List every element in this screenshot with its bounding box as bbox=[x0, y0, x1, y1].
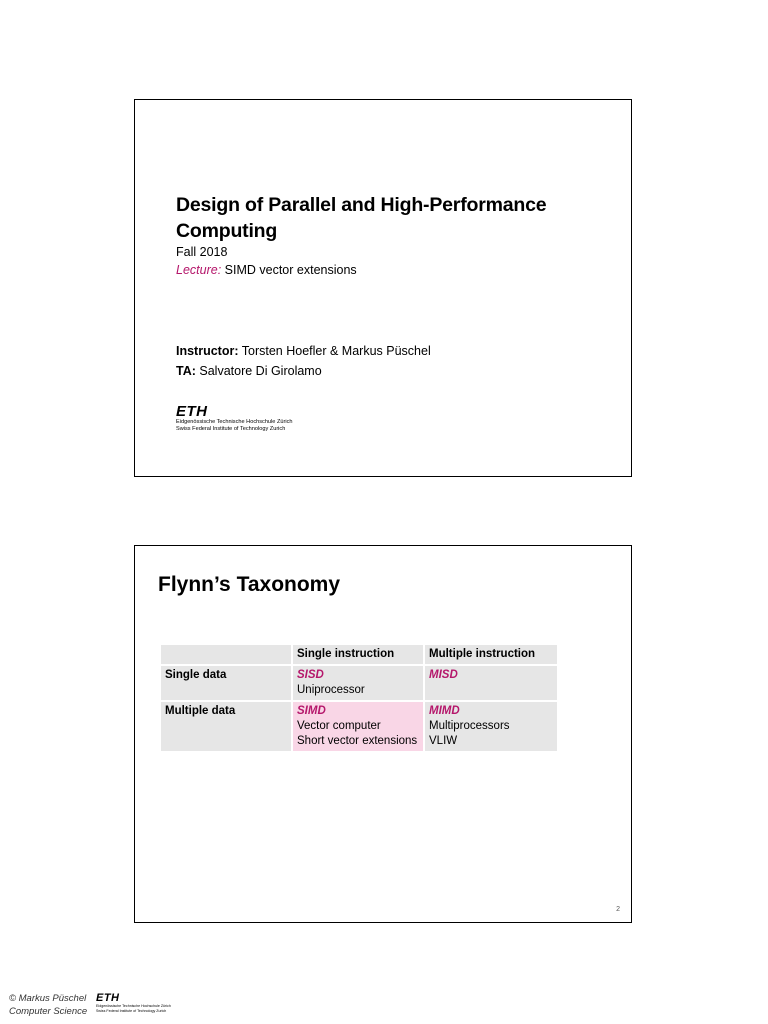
footer-credit bbox=[9, 992, 87, 1018]
taxonomy-table bbox=[159, 643, 559, 753]
footer-copyright: © Markus Püschel bbox=[9, 993, 87, 1004]
term-misd: MISD bbox=[429, 669, 458, 681]
table-header-single-instruction: Single instruction bbox=[293, 645, 423, 664]
eth-logo-line1: Eidgenössische Technische Hochschule Zürich bbox=[176, 419, 293, 425]
ta-line bbox=[176, 364, 322, 378]
row-label-single-data: Single data bbox=[161, 666, 291, 700]
table-row bbox=[161, 702, 557, 751]
instructor-label: Instructor: bbox=[176, 344, 239, 358]
eth-logo bbox=[176, 404, 293, 433]
instructor-names: Torsten Hoefler & Markus Püschel bbox=[241, 344, 431, 358]
cell-misd bbox=[425, 666, 557, 700]
lecture-course-title: Design of Parallel and High-Performance Computing bbox=[176, 194, 547, 242]
footer-eth-logo-line2: Swiss Federal Institute of Technology Zurich bbox=[96, 1008, 167, 1013]
table-header-multiple-instruction: Multiple instruction bbox=[425, 645, 557, 664]
cell-simd bbox=[293, 702, 423, 751]
lecture-label: Lecture: bbox=[176, 263, 222, 277]
table-header-empty bbox=[161, 645, 291, 664]
term-sisd: SISD bbox=[297, 669, 324, 681]
slide-title bbox=[134, 99, 632, 477]
cell-line: Multiprocessors bbox=[429, 720, 510, 732]
lecture-topic: SIMD vector extensions bbox=[224, 263, 357, 277]
table-row bbox=[161, 666, 557, 700]
cell-sisd bbox=[293, 666, 423, 700]
cell-mimd bbox=[425, 702, 557, 751]
row-label-multiple-data: Multiple data bbox=[161, 702, 291, 751]
eth-logo-word: ETH bbox=[176, 403, 208, 420]
instructor-line bbox=[176, 344, 431, 358]
cell-line: Vector computer bbox=[297, 720, 381, 732]
footer-eth-logo-line1: Eidgenössische Technische Hochschule Zürich bbox=[96, 1004, 171, 1008]
footer-eth-logo bbox=[96, 993, 171, 1013]
slide-heading: Flynn’s Taxonomy bbox=[158, 573, 341, 596]
footer-dept: Computer Science bbox=[9, 1006, 88, 1017]
lecture-line bbox=[176, 263, 357, 277]
term-mimd: MIMD bbox=[429, 705, 460, 717]
ta-label: TA: bbox=[176, 364, 196, 378]
cell-line: Uniprocessor bbox=[297, 684, 365, 696]
term-label: Fall 2018 bbox=[176, 245, 228, 259]
footer-eth-logo-word: ETH bbox=[96, 992, 120, 1004]
slide-flynn-taxonomy bbox=[134, 545, 632, 923]
term-simd: SIMD bbox=[297, 705, 326, 717]
eth-logo-line2: Swiss Federal Institute of Technology Zurich bbox=[176, 426, 286, 432]
cell-line: VLIW bbox=[429, 735, 458, 747]
cell-line: Short vector extensions bbox=[297, 735, 418, 747]
table-header-row bbox=[161, 645, 557, 664]
page-number: 2 bbox=[616, 906, 620, 913]
ta-name: Salvatore Di Girolamo bbox=[199, 364, 322, 378]
